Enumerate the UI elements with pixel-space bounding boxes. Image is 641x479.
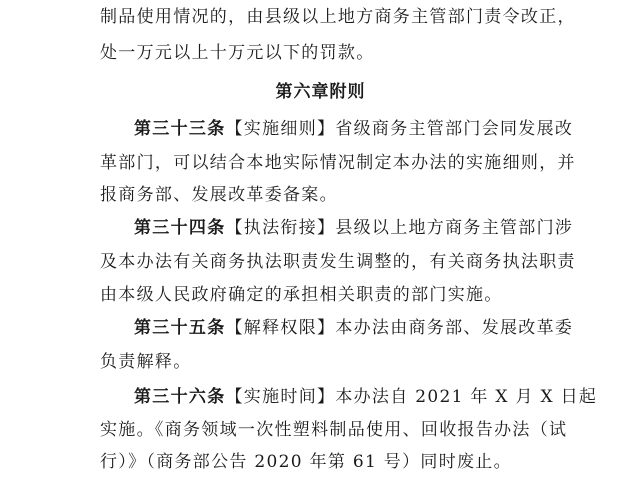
article-35-number: 第三十五条 (134, 318, 226, 338)
preceding-text-line-1: 制品使用情况的，由县级以上地方商务主管部门责令改正， (100, 7, 576, 27)
chapter-title: 第六章附则 (275, 82, 366, 102)
article-34-line-2: 及本办法有关商务执法职责发生调整的，有关商务执法职责 (100, 252, 576, 272)
article-33-text: 省级商务主管部门会同发展改 (335, 119, 574, 139)
article-35-text: 本办法由商务部、发展改革委 (335, 318, 574, 338)
article-35-line-1 (134, 316, 574, 340)
article-33-title: 【实施细则】 (225, 119, 336, 139)
preceding-text-line-2: 处一万元以上十万元以下的罚款。 (100, 43, 375, 63)
article-36-title: 【实施时间】 (225, 387, 336, 407)
article-35-title: 【解释权限】 (225, 318, 336, 338)
article-33-line-3: 报商务部、发展改革委备案。 (100, 185, 338, 205)
article-36-line-3: 行）》（商务部公告 2020 年第 61 号）同时废止。 (100, 452, 512, 472)
article-34-title: 【执法衔接】 (225, 218, 336, 238)
article-34-line-3: 由本级人民政府确定的承担相关职责的部门实施。 (100, 285, 503, 305)
article-36-number: 第三十六条 (134, 387, 226, 407)
article-33-line-2: 革部门，可以结合本地实际情况制定本办法的实施细则，并 (100, 153, 576, 173)
article-34-text: 县级以上地方商务主管部门涉 (335, 218, 574, 238)
article-36-text: 本办法自 2021 年 X 月 X 日起 (335, 387, 598, 407)
article-36-line-2: 实施。《商务领域一次性塑料制品使用、回收报告办法（试 (100, 420, 568, 440)
article-33-line-1 (134, 117, 574, 141)
article-33-number: 第三十三条 (134, 119, 226, 139)
article-34-number: 第三十四条 (134, 218, 226, 238)
article-36-line-1 (134, 385, 598, 409)
article-34-line-1 (134, 216, 574, 240)
article-35-line-2: 负责解释。 (100, 352, 192, 372)
